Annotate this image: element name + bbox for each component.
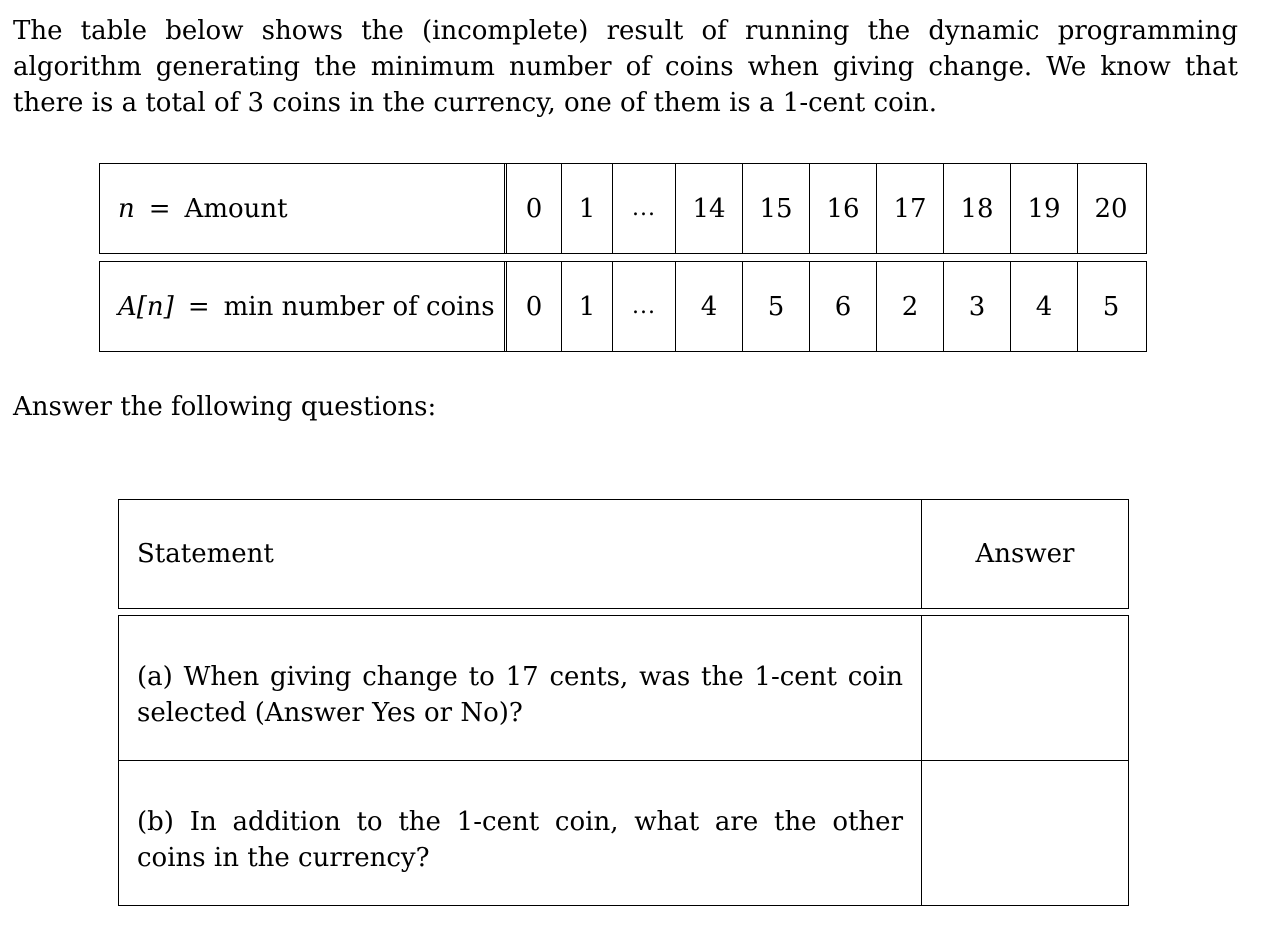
amount-cell: 15 [742,164,809,253]
amount-variable: n [118,193,135,224]
statement-header [119,500,922,608]
min-coins-variable: A[n] [118,291,174,322]
amount-cell: 14 [675,164,742,253]
amount-equals: = [148,193,171,224]
min-coins-cell: 0 [525,291,543,322]
answer-intro-text: Answer the following questions: [13,392,437,422]
question-row-b [119,760,1128,905]
amount-cell: 19 [1010,164,1077,253]
amount-cell: 0 [525,193,543,224]
question-b-statement [119,761,922,905]
amount-ellipsis: ... [612,164,675,253]
dp-amount-row [99,163,1147,254]
min-coins-cell: 5 [742,262,809,351]
min-coins-label-text: min number of coins [223,291,495,322]
amount-cell: 1 [561,164,612,253]
min-coins-equals: = [187,291,210,322]
question-b-text: (b) In addition to the 1-cent coin, what are the other coins in the currency? [137,807,903,873]
statement-header-label: Statement [137,539,274,569]
min-coins-ellipsis: ... [612,262,675,351]
qa-body [118,615,1129,906]
min-coins-cell: 4 [1010,262,1077,351]
intro-paragraph: The table below shows the (incomplete) result of running the dynamic programming algorithm generating the minimum number of coins when giving change. We know that there is a total of 3 coins in the currency, one of them is a 1-cent coin. [13,16,1238,118]
amount-cell: 20 [1077,164,1144,253]
min-coins-cell: 4 [675,262,742,351]
amount-cell: 16 [809,164,876,253]
min-coins-cell: 5 [1077,262,1144,351]
amount-cell: 18 [943,164,1010,253]
answer-header [922,500,1128,608]
min-coins-row-label [100,262,507,351]
amount-row-label [100,164,507,253]
answer-a-field[interactable] [922,616,1128,760]
question-a-text: (a) When giving change to 17 cents, was the 1-cent coin selected (Answer Yes or No)? [137,662,903,728]
min-coins-cell: 2 [876,262,943,351]
qa-header-row [118,499,1129,609]
amount-label-text: Amount [184,193,288,224]
min-coins-cell: 1 [561,262,612,351]
min-coins-cell: 6 [809,262,876,351]
question-a-statement [119,616,922,760]
question-row-a [119,616,1128,760]
answer-header-label: Answer [975,539,1075,569]
amount-cell: 17 [876,164,943,253]
answer-b-field[interactable] [922,761,1128,905]
dp-min-coins-row [99,261,1147,352]
min-coins-cell: 3 [943,262,1010,351]
